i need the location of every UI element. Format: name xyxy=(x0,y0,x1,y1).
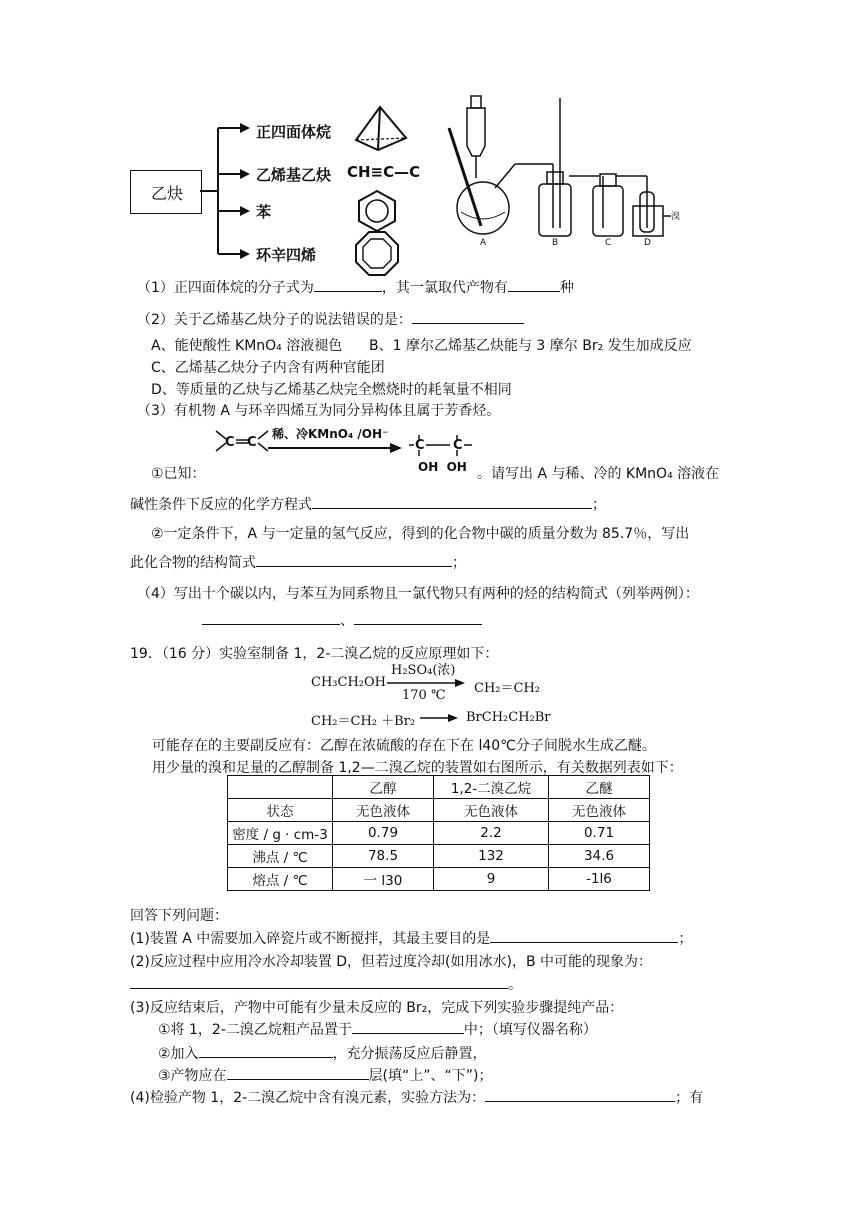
tetrahedrane-structure xyxy=(352,104,412,154)
q19-sub3-step3 xyxy=(158,1065,493,1085)
benzene-structure xyxy=(355,188,399,234)
apparatus-label-d: D xyxy=(644,238,651,248)
svg-text:C: C xyxy=(415,438,425,453)
q19-sub2: (2)反应过程中应用冷水冷却装置 D，但若过度冷却(如用冰水)，B 中可能的现象为： xyxy=(130,954,653,970)
answer-blank[interactable] xyxy=(412,309,524,324)
reagent-label: 稀、冷KMnO₄ /OH⁻ xyxy=(272,427,389,441)
table-cell: 无色液体 xyxy=(333,799,434,822)
answer-blank[interactable] xyxy=(314,277,382,292)
svg-text:C: C xyxy=(247,435,257,450)
product-label-vinylacetylene: 乙烯基乙炔 xyxy=(256,166,332,184)
q19-step1-end: 中；（填写仪器名称） xyxy=(463,1022,597,1038)
answer-blank[interactable] xyxy=(256,552,452,567)
reaction2-left: CH₂＝CH₂ ＋Br₂ xyxy=(311,714,416,729)
branch-arrows xyxy=(200,118,260,268)
table-cell: 乙醇 xyxy=(333,776,434,799)
svg-text:C: C xyxy=(453,438,463,453)
q19-sub4 xyxy=(130,1087,703,1107)
table-row xyxy=(228,868,650,891)
q19-step3-text: ③产物应在 xyxy=(158,1068,227,1084)
reaction2-arrow xyxy=(420,712,460,724)
table-cell: 9 xyxy=(434,868,549,891)
q19-sub3-step1 xyxy=(158,1019,597,1039)
answer-blank[interactable] xyxy=(227,1065,369,1080)
q18-known-text: 。请写出 A 与稀、冷的 KMnO₄ 溶液在 xyxy=(477,466,720,482)
table-cell: 沸点 / ℃ xyxy=(228,845,333,868)
table-cell: 34.6 xyxy=(549,845,650,868)
table-cell: 无色液体 xyxy=(549,799,650,822)
table-cell: 2.2 xyxy=(434,822,549,845)
q19-step1-text: ①将 1，2-二溴乙烷粗产品置于 xyxy=(158,1022,352,1038)
answer-blank[interactable] xyxy=(490,928,678,943)
q18-hydrogen-line xyxy=(130,552,466,572)
q18-option-c: C、乙烯基乙炔分子内含有两种官能团 xyxy=(151,360,385,376)
q19-sub4-text: (4)检验产物 1，2-二溴乙烷中含有溴元素，实验方法为： xyxy=(130,1090,486,1106)
q18-known-label: ①已知： xyxy=(151,466,206,482)
q19-heading: 19．（16 分）实验室制备 1，2-二溴乙烷的反应原理如下： xyxy=(130,646,499,662)
reaction1-catalyst: H₂SO₄(浓) xyxy=(391,663,456,678)
q18-part1 xyxy=(137,277,574,297)
q19-sub2-end: 。 xyxy=(508,977,522,993)
table-row xyxy=(228,845,650,868)
q19-step2-end: ，充分振荡反应后静置， xyxy=(332,1046,487,1062)
q19-sub3: (3)反应结束后，产物中可能有少量未反应的 Br₂，完成下列实验步骤提纯产品： xyxy=(130,1000,624,1016)
q19-step3-end: 层(填“上”、“下”)； xyxy=(368,1068,493,1084)
table-cell: 1,2-二溴乙烷 xyxy=(434,776,549,799)
q18-equation-line xyxy=(130,494,606,514)
table-cell: 0.79 xyxy=(333,822,434,845)
table-row xyxy=(228,822,650,845)
reaction1-left: CH₃CH₂OH xyxy=(311,675,386,690)
apparatus-label-a: A xyxy=(480,238,487,248)
table-header-row xyxy=(228,776,650,799)
answer-blank[interactable] xyxy=(485,1087,675,1102)
product-label-cyclooctatetraene: 环辛四烯 xyxy=(256,246,317,264)
q18-option-d: D、等质量的乙炔与乙烯基乙炔完全燃烧时的耗氧量不相同 xyxy=(151,382,512,398)
answer-blank[interactable] xyxy=(508,277,560,292)
q18-option-a: A、能使酸性 KMnO₄ 溶液褪色 xyxy=(151,338,343,354)
q19-setup: 用少量的溴和足量的乙醇制备 1,2—二溴乙烷的装置如右图所示，有关数据列表如下： xyxy=(152,760,683,776)
table-cell xyxy=(228,776,333,799)
apparatus-diagram xyxy=(435,88,685,253)
acetylene-label: 乙炔 xyxy=(151,184,184,203)
properties-table xyxy=(227,775,650,891)
table-cell: 一 l30 xyxy=(333,868,434,891)
q19-sub1-text: (1)装置 A 中需要加入碎瓷片或不断搅拌，其最主要目的是 xyxy=(130,931,491,947)
answer-blank[interactable] xyxy=(202,610,340,625)
answer-blank[interactable] xyxy=(352,1019,464,1034)
q18-part4-answers xyxy=(202,610,482,630)
apparatus-label-c: C xyxy=(605,238,612,248)
svg-text:C: C xyxy=(225,435,235,450)
answer-blank[interactable] xyxy=(130,974,508,989)
q19-sub2-answer xyxy=(130,974,522,994)
q19-sub1-end: ； xyxy=(678,931,693,947)
q19-sub4-end: ；有 xyxy=(675,1090,704,1106)
q18-equation-text: 碱性条件下反应的化学方程式 xyxy=(130,497,312,513)
q18-option-b: B、1 摩尔乙烯基乙炔能与 3 摩尔 Br₂ 发生加成反应 xyxy=(369,338,692,354)
q18-part4-separator: 、 xyxy=(340,613,354,629)
product-label-benzene: 苯 xyxy=(256,203,272,221)
oh-labels: OH OH xyxy=(418,460,467,474)
q19-step2-text: ②加入 xyxy=(158,1046,199,1062)
table-cell: 78.5 xyxy=(333,845,434,868)
reaction1-right: CH₂＝CH₂ xyxy=(474,681,540,696)
vinylacetylene-formula: CH≡C—C xyxy=(347,163,421,181)
q18-part1-text-a: （1）正四面体烷的分子式为 xyxy=(137,280,314,296)
product-label-tetrahedrane: 正四面体烷 xyxy=(256,123,332,141)
reaction1-temperature: 170 ℃ xyxy=(402,688,446,703)
q18-part2 xyxy=(137,309,524,329)
q19-side-reaction: 可能存在的主要副反应有：乙醇在浓硫酸的存在下在 l40℃分子间脱水生成乙醚。 xyxy=(152,738,656,754)
table-cell: -1l6 xyxy=(549,868,650,891)
apparatus-label-b: B xyxy=(552,238,559,248)
table-cell: 熔点 / ℃ xyxy=(228,868,333,891)
q18-part1-text-b: ，其一氯取代产物有 xyxy=(381,280,508,296)
q18-hydrogen-prompt: 此化合物的结构简式 xyxy=(130,555,256,571)
answer-blank[interactable] xyxy=(312,494,592,509)
table-cell: 状态 xyxy=(228,799,333,822)
q18-part4: （4）写出十个碳以内，与苯互为同系物且一氯代物只有两种的烃的结构简式（列举两例）： xyxy=(137,586,699,602)
q18-hydrogen-end: ； xyxy=(452,555,466,571)
apparatus-note-bromine: 溴 xyxy=(671,212,681,222)
answer-blank[interactable] xyxy=(199,1043,333,1058)
table-cell: 无色液体 xyxy=(434,799,549,822)
q18-equation-end: ； xyxy=(592,497,606,513)
q18-part1-text-c: 种 xyxy=(559,280,574,296)
q19-sub3-step2 xyxy=(158,1043,487,1063)
q18-part2-text: （2）关于乙烯基乙炔分子的说法错误的是： xyxy=(137,312,412,328)
table-row xyxy=(228,799,650,822)
q19-answer-prompt: 回答下列问题： xyxy=(130,908,228,924)
table-cell: 密度 / g · cm-3 xyxy=(228,822,333,845)
table-cell: 乙醚 xyxy=(549,776,650,799)
q18-hydrogen-text: ②一定条件下，A 与一定量的氢气反应，得到的化合物中碳的质量分数为 85.7％，写出 xyxy=(151,526,690,542)
table-cell: 0.71 xyxy=(549,822,650,845)
reaction2-right: BrCH₂CH₂Br xyxy=(466,710,551,725)
q18-part3: （3）有机物 A 与环辛四烯互为同分异构体且属于芳香烃。 xyxy=(137,403,501,419)
answer-blank[interactable] xyxy=(354,610,482,625)
cyclooctatetraene-structure xyxy=(352,229,402,279)
table-cell: 132 xyxy=(434,845,549,868)
q19-sub1 xyxy=(130,928,692,948)
